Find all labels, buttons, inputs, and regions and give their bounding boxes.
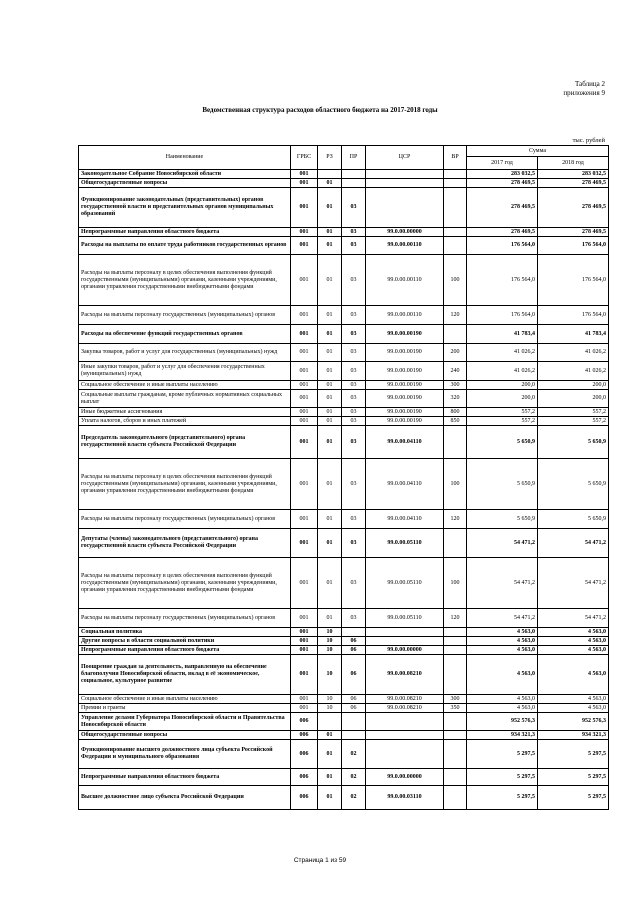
cell-csr (366, 731, 444, 740)
cell-vr: 300 (444, 695, 467, 704)
cell-v2018: 5 297,5 (538, 769, 609, 786)
cell-name: Поощрение граждан за деятельность, направленную на обеспечение благополучия Новосибирской области, вклад в её экономическое, социальное, культурное развитие (79, 655, 291, 695)
cell-rz: 01 (318, 179, 342, 188)
table-number (563, 80, 605, 98)
table-body (79, 170, 609, 810)
cell-pr: 02 (342, 769, 366, 786)
cell-grbs: 006 (291, 740, 318, 769)
cell-csr (366, 188, 444, 228)
cell-vr: 320 (444, 390, 467, 408)
cell-grbs: 001 (291, 695, 318, 704)
cell-rz: 01 (318, 731, 342, 740)
cell-vr (444, 179, 467, 188)
cell-v2017: 176 564,0 (467, 306, 538, 325)
cell-name: Расходы на выплаты персоналу в целях обеспечения выполнения функций государственными (муниципальными) органами, казенными учреждениями, органами управления государственными внебюджетными фондами (79, 459, 291, 510)
cell-csr: 99.0.00.00000 (366, 646, 444, 655)
cell-v2018: 278 469,5 (538, 179, 609, 188)
cell-v2017: 278 469,5 (467, 179, 538, 188)
cell-vr: 100 (444, 459, 467, 510)
cell-vr (444, 655, 467, 695)
table-label: Таблица 2 (575, 80, 605, 88)
cell-pr: 02 (342, 740, 366, 769)
cell-pr: 03 (342, 344, 366, 362)
cell-v2017: 557,2 (467, 417, 538, 426)
cell-pr: 03 (342, 459, 366, 510)
cell-pr: 06 (342, 695, 366, 704)
cell-v2017: 278 469,5 (467, 228, 538, 237)
cell-csr: 99.0.00.00190 (366, 381, 444, 390)
table-row (79, 179, 609, 188)
cell-name: Социальное обеспечение и иные выплаты населению (79, 695, 291, 704)
cell-v2017: 4 563,0 (467, 646, 538, 655)
cell-v2017: 4 563,0 (467, 704, 538, 713)
cell-v2017: 41 026,2 (467, 344, 538, 362)
cell-pr: 06 (342, 637, 366, 646)
cell-name: Иные закупки товаров, работ и услуг для обеспечения государственных (муниципальных) нужд (79, 362, 291, 381)
cell-vr (444, 713, 467, 731)
cell-csr (366, 713, 444, 731)
cell-pr (342, 170, 366, 179)
cell-v2018: 5 297,5 (538, 740, 609, 769)
cell-rz: 01 (318, 306, 342, 325)
cell-name: Функционирование высшего должностного лица субъекта Российской Федерации и муниципального образования (79, 740, 291, 769)
cell-name: Расходы на выплаты по оплате труда работников государственных органов (79, 237, 291, 255)
cell-name: Социальная политика (79, 628, 291, 637)
cell-grbs: 001 (291, 426, 318, 459)
cell-vr (444, 170, 467, 179)
cell-grbs: 001 (291, 704, 318, 713)
cell-pr: 06 (342, 646, 366, 655)
cell-v2018: 200,0 (538, 390, 609, 408)
cell-rz: 01 (318, 408, 342, 417)
cell-csr: 99.0.00.00000 (366, 228, 444, 237)
cell-grbs: 001 (291, 228, 318, 237)
cell-rz: 01 (318, 510, 342, 529)
cell-vr: 350 (444, 704, 467, 713)
table-row (79, 637, 609, 646)
cell-v2018: 5 650,9 (538, 510, 609, 529)
col-sum-header: Сумма (467, 146, 609, 157)
cell-v2018: 5 650,9 (538, 426, 609, 459)
cell-name: Общегосударственные вопросы (79, 731, 291, 740)
cell-v2018: 557,2 (538, 417, 609, 426)
cell-vr (444, 786, 467, 810)
cell-rz: 01 (318, 390, 342, 408)
col-2018-header: 2018 год (538, 157, 609, 170)
cell-csr: 99.0.00.00190 (366, 362, 444, 381)
table-row (79, 306, 609, 325)
cell-vr (444, 529, 467, 558)
cell-name: Непрограммные направления областного бюджета (79, 228, 291, 237)
table-row (79, 390, 609, 408)
cell-name: Непрограммные направления областного бюджета (79, 769, 291, 786)
table-row (79, 655, 609, 695)
cell-v2018: 4 563,0 (538, 637, 609, 646)
cell-rz: 01 (318, 417, 342, 426)
cell-rz: 10 (318, 637, 342, 646)
cell-rz: 01 (318, 344, 342, 362)
cell-pr: 03 (342, 362, 366, 381)
cell-csr: 99.0.00.00190 (366, 344, 444, 362)
cell-grbs: 001 (291, 628, 318, 637)
cell-pr: 03 (342, 325, 366, 344)
cell-grbs: 001 (291, 325, 318, 344)
cell-name: Управление делами Губернатора Новосибирской области и Правительства Новосибирской области (79, 713, 291, 731)
cell-grbs: 001 (291, 179, 318, 188)
cell-v2017: 200,0 (467, 381, 538, 390)
cell-grbs: 001 (291, 237, 318, 255)
cell-vr: 100 (444, 255, 467, 306)
cell-rz: 01 (318, 255, 342, 306)
cell-name: Премии и гранты (79, 704, 291, 713)
cell-rz: 10 (318, 704, 342, 713)
cell-csr (366, 170, 444, 179)
cell-pr: 03 (342, 609, 366, 628)
table-row (79, 459, 609, 510)
cell-vr (444, 228, 467, 237)
cell-v2018: 176 564,0 (538, 306, 609, 325)
cell-vr: 850 (444, 417, 467, 426)
cell-vr (444, 731, 467, 740)
cell-csr: 99.0.00.00000 (366, 769, 444, 786)
cell-name: Функционирование законодательных (представительных) органов государственной власти и представительных органов муниципальных образований (79, 188, 291, 228)
cell-csr: 99.0.00.04110 (366, 426, 444, 459)
cell-csr (366, 637, 444, 646)
cell-grbs: 001 (291, 390, 318, 408)
table-row (79, 408, 609, 417)
cell-grbs: 001 (291, 459, 318, 510)
cell-name: Уплата налогов, сборов и иных платежей (79, 417, 291, 426)
cell-v2018: 54 471,2 (538, 609, 609, 628)
cell-rz: 01 (318, 188, 342, 228)
cell-pr: 03 (342, 408, 366, 417)
cell-v2018: 4 563,0 (538, 704, 609, 713)
cell-grbs: 001 (291, 637, 318, 646)
cell-csr (366, 179, 444, 188)
table-row (79, 362, 609, 381)
cell-rz: 10 (318, 628, 342, 637)
cell-csr: 99.0.00.00190 (366, 417, 444, 426)
cell-vr: 120 (444, 510, 467, 529)
cell-name: Высшее должностное лицо субъекта Российской Федерации (79, 786, 291, 810)
unit-label: тыс. рублей (572, 137, 605, 144)
cell-name: Расходы на выплаты персоналу государственных (муниципальных) органов (79, 306, 291, 325)
cell-v2017: 278 469,5 (467, 188, 538, 228)
cell-vr (444, 237, 467, 255)
cell-name: Расходы на выплаты персоналу в целях обеспечения выполнения функций государственными (муниципальными) органами, казенными учреждениями, органами управления государственными внебюджетными фондами (79, 558, 291, 609)
cell-v2017: 41 026,2 (467, 362, 538, 381)
cell-v2017: 41 783,4 (467, 325, 538, 344)
cell-csr: 99.0.00.04110 (366, 510, 444, 529)
table-row (79, 325, 609, 344)
cell-vr: 800 (444, 408, 467, 417)
cell-vr (444, 637, 467, 646)
cell-pr (342, 713, 366, 731)
table-row (79, 558, 609, 609)
appendix-label: приложения 9 (563, 89, 605, 97)
document-title: Ведомственная структура расходов областного бюджета на 2017-2018 годы (202, 106, 438, 114)
cell-pr: 03 (342, 306, 366, 325)
cell-vr: 240 (444, 362, 467, 381)
cell-rz: 01 (318, 558, 342, 609)
cell-vr (444, 426, 467, 459)
table-row (79, 237, 609, 255)
cell-pr: 03 (342, 426, 366, 459)
table-row (79, 529, 609, 558)
table-row (79, 381, 609, 390)
cell-name: Закупка товаров, работ и услуг для государственных (муниципальных) нужд (79, 344, 291, 362)
cell-v2018: 934 321,3 (538, 731, 609, 740)
table-row (79, 731, 609, 740)
cell-v2017: 54 471,2 (467, 529, 538, 558)
cell-v2017: 557,2 (467, 408, 538, 417)
cell-grbs: 001 (291, 558, 318, 609)
cell-vr (444, 769, 467, 786)
table-row (79, 255, 609, 306)
cell-vr (444, 646, 467, 655)
cell-vr: 120 (444, 306, 467, 325)
table-row (79, 704, 609, 713)
cell-pr: 03 (342, 390, 366, 408)
cell-csr: 99.0.00.00110 (366, 255, 444, 306)
cell-csr: 99.0.00.05110 (366, 558, 444, 609)
cell-rz: 01 (318, 228, 342, 237)
cell-vr (444, 188, 467, 228)
cell-name: Непрограммные направления областного бюджета (79, 646, 291, 655)
cell-pr: 03 (342, 228, 366, 237)
cell-pr (342, 628, 366, 637)
cell-csr: 99.0.00.05110 (366, 609, 444, 628)
cell-v2018: 41 026,2 (538, 344, 609, 362)
table-row (79, 188, 609, 228)
col-pr-header: ПР (342, 146, 366, 170)
cell-rz: 01 (318, 381, 342, 390)
cell-v2017: 4 563,0 (467, 695, 538, 704)
cell-rz: 10 (318, 646, 342, 655)
cell-vr: 120 (444, 609, 467, 628)
table-row (79, 510, 609, 529)
cell-rz (318, 713, 342, 731)
cell-v2018: 278 469,5 (538, 228, 609, 237)
cell-v2018: 54 471,2 (538, 529, 609, 558)
cell-name: Депутаты (члены) законодательного (представительного) органа государственной власти субъекта Российской Федерации (79, 529, 291, 558)
cell-grbs: 001 (291, 170, 318, 179)
cell-pr: 03 (342, 558, 366, 609)
cell-grbs: 001 (291, 255, 318, 306)
cell-pr: 06 (342, 704, 366, 713)
cell-v2017: 176 564,0 (467, 255, 538, 306)
cell-v2017: 54 471,2 (467, 558, 538, 609)
cell-grbs: 006 (291, 786, 318, 810)
cell-grbs: 001 (291, 362, 318, 381)
cell-csr: 99.0.00.00190 (366, 325, 444, 344)
cell-csr: 99.0.00.04110 (366, 459, 444, 510)
cell-v2017: 952 576,3 (467, 713, 538, 731)
cell-v2017: 5 650,9 (467, 426, 538, 459)
cell-pr (342, 731, 366, 740)
cell-v2017: 4 563,0 (467, 655, 538, 695)
cell-v2018: 278 469,5 (538, 188, 609, 228)
cell-name: Расходы на выплаты персоналу в целях обеспечения выполнения функций государственными (муниципальными) органами, казенными учреждениями, органами управления государственными внебюджетными фондами (79, 255, 291, 306)
cell-csr: 99.0.00.00110 (366, 237, 444, 255)
cell-rz: 01 (318, 529, 342, 558)
cell-v2018: 283 032,5 (538, 170, 609, 179)
cell-v2018: 5 650,9 (538, 459, 609, 510)
table-row (79, 786, 609, 810)
cell-v2017: 4 563,0 (467, 637, 538, 646)
table-row (79, 769, 609, 786)
cell-pr: 06 (342, 655, 366, 695)
table-row (79, 713, 609, 731)
cell-vr: 200 (444, 344, 467, 362)
cell-grbs: 001 (291, 306, 318, 325)
col-rz-header: РЗ (318, 146, 342, 170)
table-row (79, 228, 609, 237)
cell-csr: 99.0.00.00190 (366, 408, 444, 417)
table-row (79, 646, 609, 655)
cell-v2017: 200,0 (467, 390, 538, 408)
table-row (79, 628, 609, 637)
cell-grbs: 001 (291, 646, 318, 655)
cell-rz: 01 (318, 362, 342, 381)
cell-pr: 03 (342, 529, 366, 558)
table-row (79, 417, 609, 426)
cell-v2018: 4 563,0 (538, 695, 609, 704)
table-row (79, 740, 609, 769)
cell-name: Законодательное Собрание Новосибирской области (79, 170, 291, 179)
cell-v2018: 4 563,0 (538, 655, 609, 695)
cell-rz: 10 (318, 655, 342, 695)
cell-grbs: 001 (291, 381, 318, 390)
col-2017-header: 2017 год (467, 157, 538, 170)
cell-v2018: 176 564,0 (538, 237, 609, 255)
cell-v2017: 283 032,5 (467, 170, 538, 179)
cell-pr: 02 (342, 786, 366, 810)
table-row (79, 695, 609, 704)
cell-v2017: 5 297,5 (467, 786, 538, 810)
cell-v2018: 4 563,0 (538, 646, 609, 655)
cell-grbs: 001 (291, 655, 318, 695)
col-name-header: Наименование (79, 146, 291, 170)
cell-name: Иные бюджетные ассигнования (79, 408, 291, 417)
cell-csr (366, 628, 444, 637)
budget-table (78, 145, 609, 810)
col-vr-header: ВР (444, 146, 467, 170)
cell-csr: 99.0.00.00110 (366, 306, 444, 325)
table-row (79, 426, 609, 459)
cell-vr (444, 325, 467, 344)
cell-v2018: 952 576,3 (538, 713, 609, 731)
cell-v2017: 5 297,5 (467, 769, 538, 786)
cell-rz: 01 (318, 740, 342, 769)
cell-name: Председатель законодательного (представительного) органа государственной власти субъекта Российской Федерации (79, 426, 291, 459)
cell-grbs: 006 (291, 731, 318, 740)
cell-pr: 03 (342, 255, 366, 306)
cell-grbs: 001 (291, 510, 318, 529)
cell-v2018: 557,2 (538, 408, 609, 417)
page-footer: Страница 1 из 59 (293, 857, 347, 864)
cell-grbs: 006 (291, 769, 318, 786)
cell-csr: 99.0.00.03110 (366, 786, 444, 810)
cell-name: Расходы на обеспечение функций государственных органов (79, 325, 291, 344)
cell-csr: 99.0.00.08210 (366, 704, 444, 713)
cell-pr: 03 (342, 237, 366, 255)
cell-rz: 01 (318, 609, 342, 628)
cell-v2018: 4 563,0 (538, 628, 609, 637)
cell-v2018: 5 297,5 (538, 786, 609, 810)
table-row (79, 609, 609, 628)
cell-vr: 300 (444, 381, 467, 390)
cell-v2018: 54 471,2 (538, 558, 609, 609)
cell-csr: 99.0.00.00190 (366, 390, 444, 408)
cell-rz: 01 (318, 325, 342, 344)
cell-grbs: 001 (291, 417, 318, 426)
table-row (79, 344, 609, 362)
cell-rz: 10 (318, 695, 342, 704)
cell-vr: 100 (444, 558, 467, 609)
cell-v2017: 5 650,9 (467, 510, 538, 529)
cell-v2018: 200,0 (538, 381, 609, 390)
cell-vr (444, 740, 467, 769)
cell-grbs: 001 (291, 188, 318, 228)
table-row (79, 170, 609, 179)
cell-csr: 99.0.00.08210 (366, 695, 444, 704)
cell-pr: 03 (342, 188, 366, 228)
cell-grbs: 006 (291, 713, 318, 731)
cell-name: Социальные выплаты гражданам, кроме публичных нормативных социальных выплат (79, 390, 291, 408)
cell-rz: 01 (318, 426, 342, 459)
cell-name: Другие вопросы в области социальной политики (79, 637, 291, 646)
col-csr-header: ЦСР (366, 146, 444, 170)
cell-v2018: 41 783,4 (538, 325, 609, 344)
cell-grbs: 001 (291, 529, 318, 558)
cell-grbs: 001 (291, 609, 318, 628)
cell-csr: 99.0.00.08210 (366, 655, 444, 695)
cell-csr (366, 740, 444, 769)
cell-grbs: 001 (291, 408, 318, 417)
cell-vr (444, 628, 467, 637)
cell-csr: 99.0.00.05110 (366, 529, 444, 558)
cell-rz: 01 (318, 237, 342, 255)
cell-name: Социальное обеспечение и иные выплаты населению (79, 381, 291, 390)
cell-v2017: 54 471,2 (467, 609, 538, 628)
cell-v2017: 934 321,3 (467, 731, 538, 740)
cell-rz: 01 (318, 786, 342, 810)
col-grbs-header: ГРБС (291, 146, 318, 170)
cell-rz (318, 170, 342, 179)
cell-v2017: 176 564,0 (467, 237, 538, 255)
cell-rz: 01 (318, 459, 342, 510)
cell-v2017: 5 650,9 (467, 459, 538, 510)
cell-v2018: 41 026,2 (538, 362, 609, 381)
cell-v2017: 4 563,0 (467, 628, 538, 637)
cell-pr (342, 179, 366, 188)
cell-name: Расходы на выплаты персоналу государственных (муниципальных) органов (79, 609, 291, 628)
cell-pr: 03 (342, 381, 366, 390)
cell-grbs: 001 (291, 344, 318, 362)
cell-name: Общегосударственные вопросы (79, 179, 291, 188)
cell-name: Расходы на выплаты персоналу государственных (муниципальных) органов (79, 510, 291, 529)
cell-v2018: 176 564,0 (538, 255, 609, 306)
cell-rz: 01 (318, 769, 342, 786)
cell-pr: 03 (342, 417, 366, 426)
cell-v2017: 5 297,5 (467, 740, 538, 769)
cell-pr: 03 (342, 510, 366, 529)
